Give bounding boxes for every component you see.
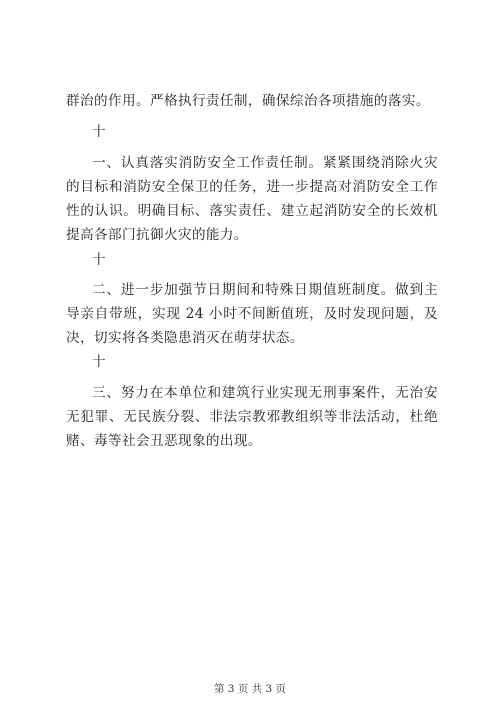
page-number-footer: 第 3 页 共 3 页 (213, 683, 287, 695)
text-line: 群治的作用。严格执行责任制，确保综治各项措施的落实。 (66, 93, 430, 109)
text-line: 提高各部门抗御火灾的能力。 (66, 227, 248, 243)
text-line: 无犯罪、无民族分裂、非法宗教邪教组织等非法活动，杜绝 (66, 409, 438, 425)
section-marker: 十 (92, 124, 106, 140)
text-line: 的目标和消防安全保卫的任务，进一步提高对消防安全工作 (66, 179, 438, 195)
text-line: 导亲自带班，实现 24 小时不间断值班，及时发现问题，及 (66, 306, 438, 322)
text-line: 决，切实将各类隐患消灭在萌芽状态。 (66, 330, 304, 346)
text-line: 赌、毒等社会丑恶现象的出现。 (66, 433, 262, 449)
text-line: 三、努力在本单位和建筑行业实现无刑事案件，无治安 (92, 385, 438, 401)
text-line: 二、进一步加强节日期间和特殊日期值班制度。做到主 (92, 282, 438, 298)
section-marker: 十 (92, 354, 106, 370)
section-marker: 十 (92, 252, 106, 268)
text-line: 性的认识。明确目标、落实责任、建立起消防安全的长效机 (66, 203, 438, 219)
text-line: 一、认真落实消防安全工作责任制。紧紧围绕消除火灾 (92, 155, 438, 171)
